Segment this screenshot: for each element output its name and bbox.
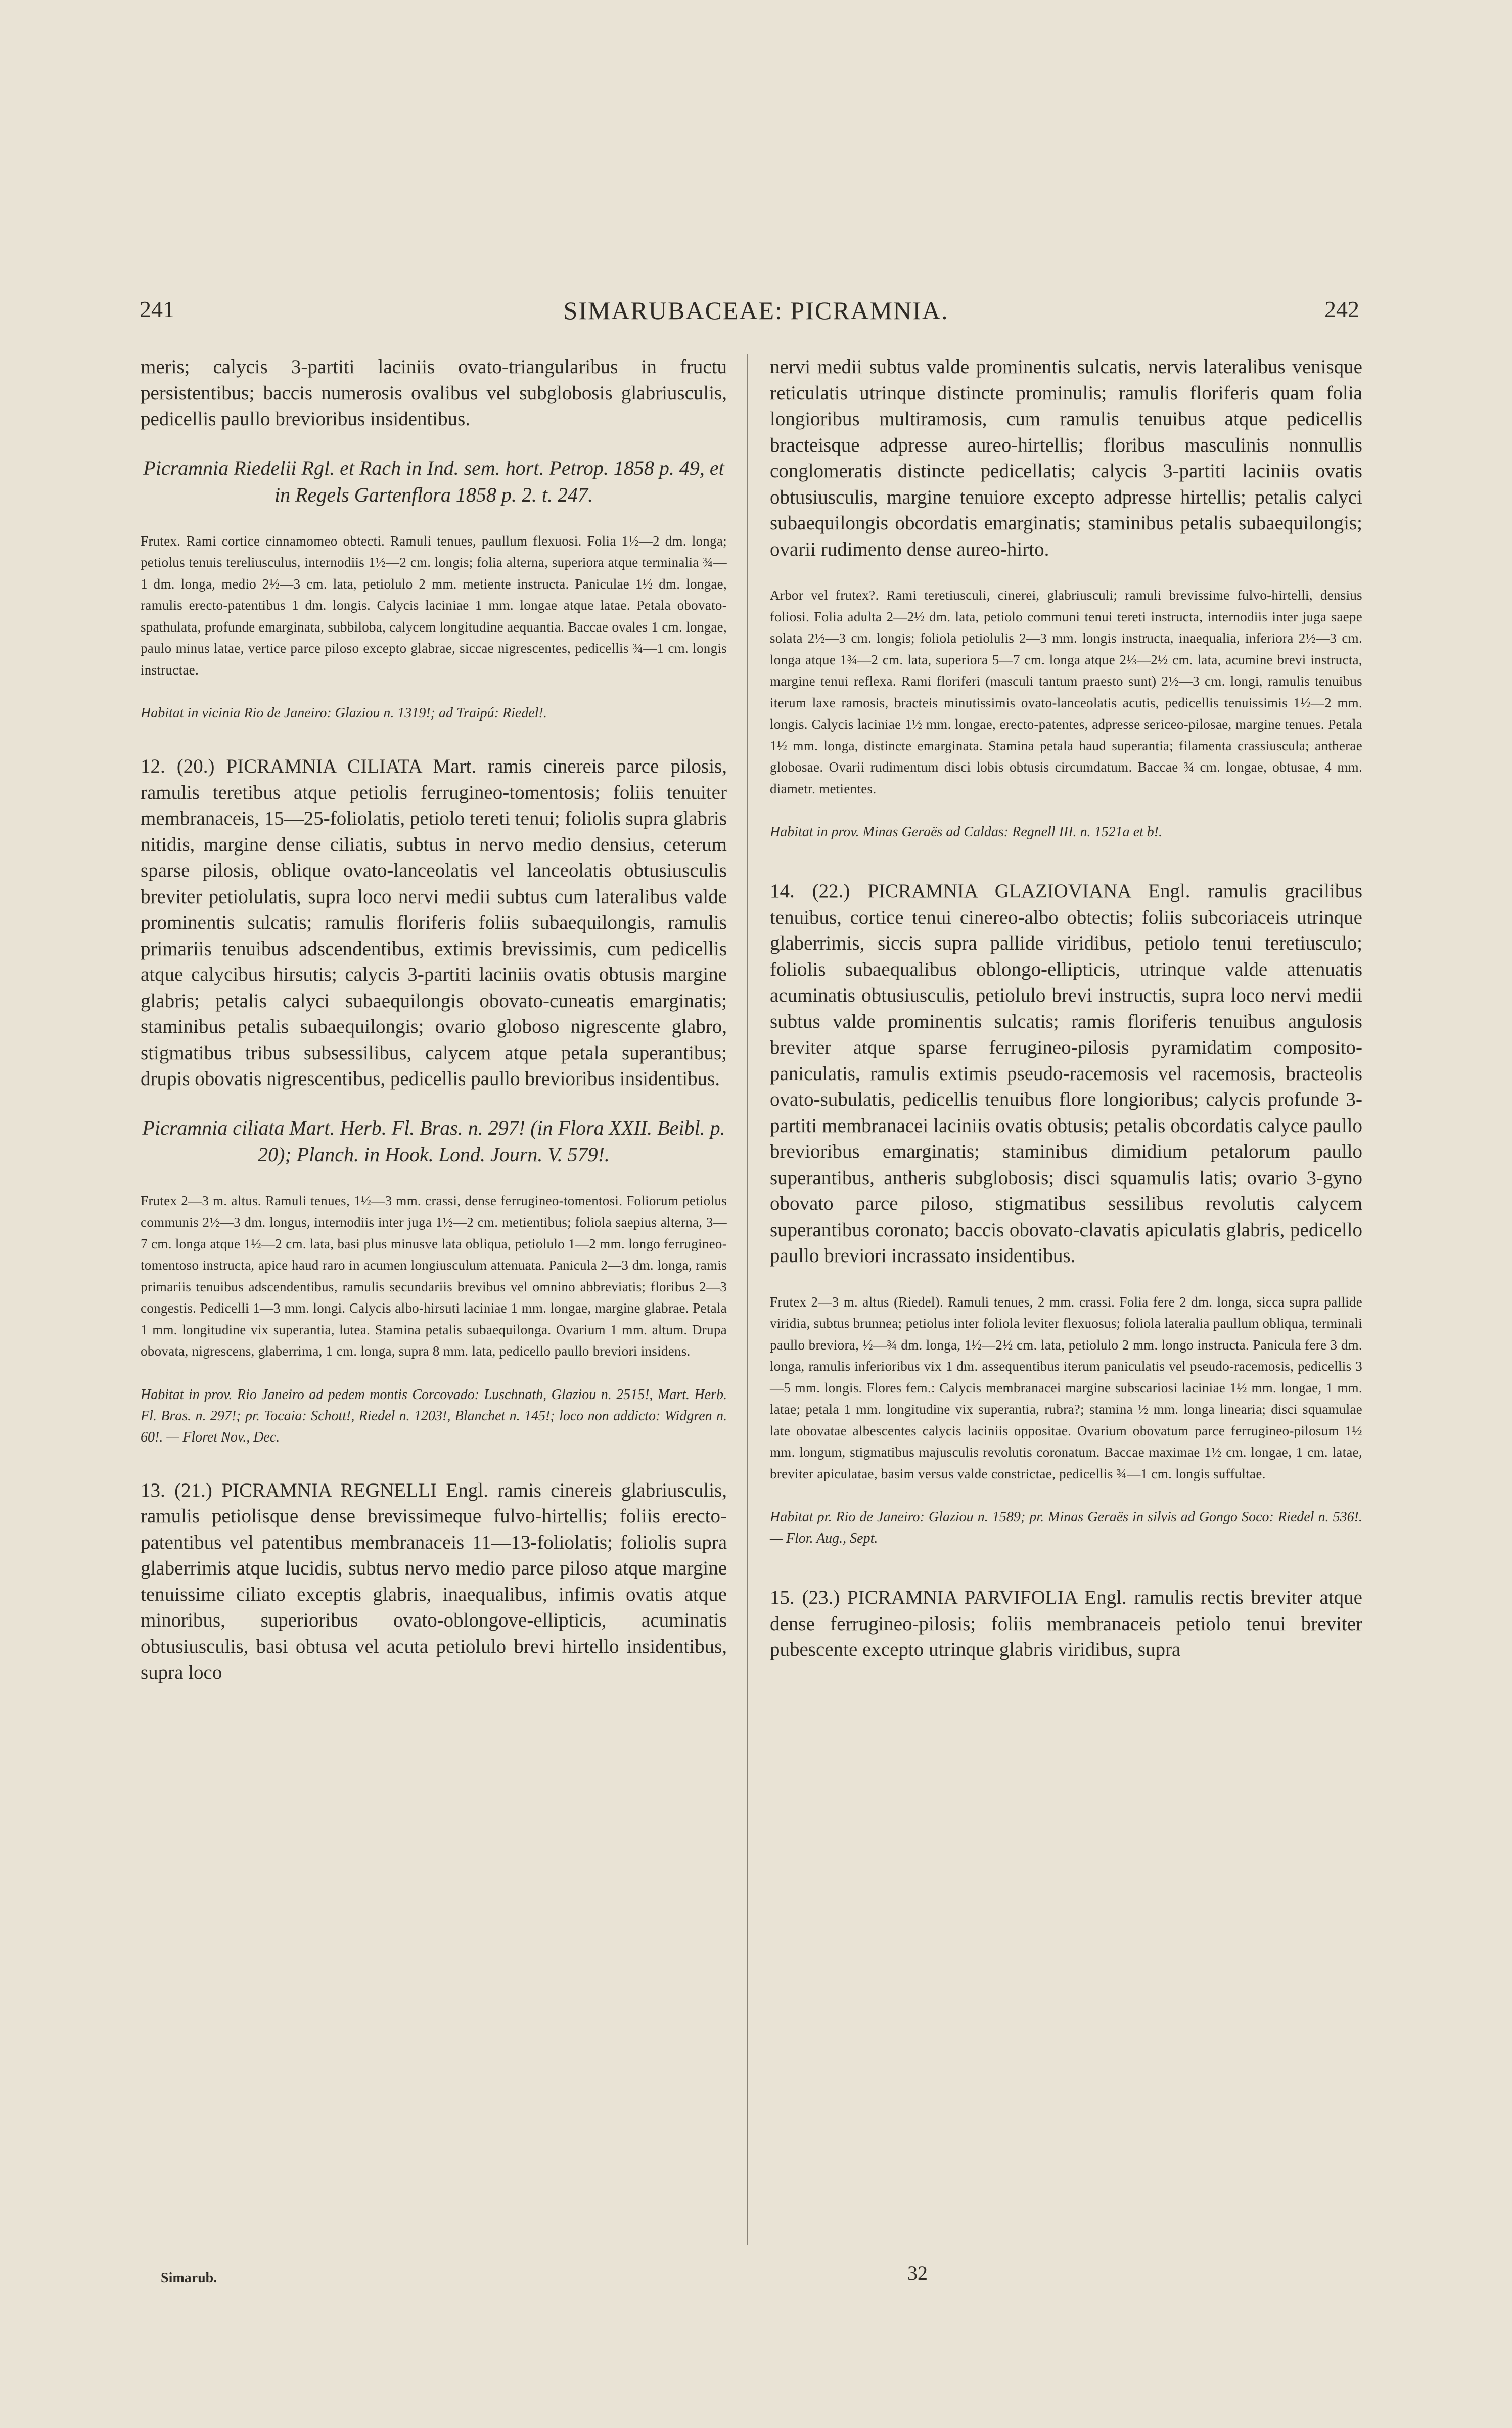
description-ciliata: Frutex 2—3 m. altus. Ramuli tenues, 1½—3 mm. crassi, dense ferrugineo-tomentosi. Foliorum petiolus communis 2½—3 dm. longus, internodiis inter juga 1½—2 cm. metientibus; foliola saepius alterna, 3—7 cm. longa atque 1½—2 cm. lata, basi plus minusve lata obliqua, petiolulo 1—2 mm. longo ferrugineo-tomentoso instructa, apice haud raro in acumen longiusculum attenuata. Panicula 2—3 dm. longa, ramis primariis tenuibus adscendentibus, ramulis secundariis brevibus vel omnino abbreviatis; floribus 2—3 congestis. Pedicelli 1—3 mm. longi. Calycis albo-hirsuti laciniae 1 mm. longae, margine glabrae. Petala 1 mm. longitudine vix superantia, lutea. Stamina petalis subaequilonga. Ovarium 1 mm. altum. Drupa obovata, nigrescens, glaberrima, 1 cm. longa, supra 8 mm. lata, pedicello paullo breviori insidens. — [141, 1193, 727, 1359]
running-head — [0, 296, 1512, 331]
species-13-diagnosis-continued: nervi medii subtus valde prominentis sulcatis, nervis lateralibus venisque reticulatis utrinque distincte prominulis; ramulis floriferis quam folia longioribus multiramosis, cum ramulis tenuibus atque pedicellis bracteisque adpresse aureo-hirtellis; floribus masculinis nonnullis conglomeratis distincte pedicellatis; calycis 3-partiti laciniis ovatis obtusiusculis, margine tenuiore excepto adpresse hirtellis; petalis calyci subaequilongis obcordatis emarginatis; staminibus petalis subaequilongis; ovarii rudimento dense aureo-hirto. — [770, 356, 1362, 560]
page-number-right: 242 — [1324, 296, 1359, 322]
habitat-regnelli: Habitat in prov. Minas Geraës ad Caldas: Regnell III. n. 1521a et b!. — [770, 824, 1163, 840]
species-13-diagnosis: 13. (21.) PICRAMNIA REGNELLI Engl. ramis cinereis glabriusculis, ramulis petiolisque dense brevissimeque fulvo-hirtellis; foliis erecto-patentibus vel patentibus membranaceis 11—13-foliolatis; foliolis supra glaberrimis atque lucidis, subtus nervo medio parce piloso atque margine tenuissime ciliato exceptis glabris, inaequalibus, infimis ovatis atque minoribus, superioribus ovato-oblongove-ellipticis, acuminatis obtusiusculis, basi obtusa vel acuta petiolulo brevi hirtello insidentibus, supra loco — [141, 1479, 727, 1683]
running-title: SIMARUBACEAE: PICRAMNIA. — [563, 296, 949, 325]
citation-riedelii: Picramnia Riedelii Rgl. et Rach in Ind. sem. hort. Petrop. 1858 p. 49, et in Regels Gartenflora 1858 p. 2. t. 247. — [143, 456, 724, 506]
paragraph-continuation: meris; calycis 3-partiti laciniis ovato-triangularibus in fructu persistentibus; baccis numerosis ovalibus vel subglobosis glabriusculis, pedicellis paullo brevioribus insidentibus. — [141, 356, 727, 430]
right-column — [770, 354, 1362, 1663]
habitat-ciliata: Habitat in prov. Rio Janeiro ad pedem montis Corcovado: Luschnath, Glaziou n. 2515!, Mart. Herb. Fl. Bras. n. 297!; pr. Tocaia: Schott!, Riedel n. 1203!, Blanchet n. 145!; loco non addicto: Widgren n. 60!. — Floret Nov., Dec. — [141, 1386, 727, 1445]
habitat-riedelii: Habitat in vicinia Rio de Janeiro: Glaziou n. 1319!; ad Traipú: Riedel!. — [141, 705, 547, 721]
column-divider — [747, 354, 748, 2245]
citation-ciliata: Picramnia ciliata Mart. Herb. Fl. Bras. n. 297! (in Flora XXII. Beibl. p. 20); Planch. in Hook. Lond. Journ. V. 579!. — [142, 1116, 725, 1166]
species-15-diagnosis: 15. (23.) PICRAMNIA PARVIFOLIA Engl. ramulis rectis breviter atque dense ferrugineo-pilosis; foliis membranaceis petiolo tenui breviter pubescente excepto utrinque glabris viridibus, supra — [770, 1587, 1362, 1660]
page-number-left: 241 — [140, 296, 174, 322]
species-14-diagnosis: 14. (22.) PICRAMNIA GLAZIOVIANA Engl. ramulis gracilibus tenuibus, cortice tenui cinereo-albo obtectis; foliis subcoriaceis utrinque glaberrimis, siccis supra pallide viridibus, petiolo tenui teretiusculo; foliolis subaequalibus oblongo-ellipticis, utrinque valde attenuatis acuminatis obtusiusculis, petiolulo brevi instructis, supra loco nervi medii subtus valde prominentis sulcatis; ramis floriferis tenuibus angulosis breviter atque sparse ferrugineo-pilosis pyramidatim composito-paniculatis, ramulis extimis pseudo-racemosis vel racemosis, bracteolis ovato-subulatis, pedicellis tenuibus flore longioribus; calycis profunde 3-partiti membranacei laciniis ovatis obtusis; petalis obcordatis calyce paullo brevioribus emarginatis; staminibus dimidium petalorum paullo superantibus, antheris subglobosis; disci squamulis latis; ovario 3-gyno obovato parce piloso, stigmatibus sessilibus revolutis calycem superantibus coronato; baccis obovato-clavatis apiculatis glabris, pedicello paullo breviori incrassato insidentibus. — [770, 880, 1362, 1267]
habitat-glazioviana: Habitat pr. Rio de Janeiro: Glaziou n. 1589; pr. Minas Geraës in silvis ad Gongo Soco: Riedel n. 536!. — Flor. Aug., Sept. — [770, 1509, 1362, 1546]
description-glazioviana: Frutex 2—3 m. altus (Riedel). Ramuli tenues, 2 mm. crassi. Folia fere 2 dm. longa, sicca supra pallide viridia, subtus brunnea; petiolus inter foliola leviter flexuosus; foliola lateralia paullum obliqua, terminali paullo breviora, ½—¾ dm. longa, 1½—2½ cm. lata, petiolulo 2 mm. longo instructa. Panicula fere 3 dm. longa, ramulis inferioribus vix 1 dm. assequentibus iterum paniculatis vel pseudo-racemosis, pedicellis 3—5 mm. longis. Flores fem.: Calycis membranacei margine subscariosi laciniae 1½ mm. longae, 1 mm. latae; petala 1 mm. longitudine vix superantia, rubra?; stamina ½ mm. longa linearia; disci squamulae late obovatae albescentes calycis laciniis oppositae. Ovarium obovatum parce ferrugineo-pilosum 1½ mm. longum, stigmatibus majusculis revolutis coronatum. Baccae maximae 1½ cm. longae, 1 cm. latae, breviter apiculatae, basim versus valde constrictae, pedicellis ¾—1 cm. longis suffultae. — [770, 1294, 1362, 1481]
description-regnelli: Arbor vel frutex?. Rami teretiusculi, cinerei, glabriusculi; ramuli brevissime fulvo-hirtelli, densius foliosi. Folia adulta 2—2½ dm. lata, petiolo communi tenui tereti instructa, internodiis inter juga saepe solata 2½—3 cm. longis; foliola petiolulis 2—3 mm. longis instructa, inaequalia, inferiora 2½—3 cm. longa atque 1¾—2 cm. lata, superiora 5—7 cm. longa atque 2⅓—2½ cm. lata, acumine brevi instructa, margine tenui reflexa. Rami floriferi (masculi tantum praesto sunt) 2½—3 cm. longi, ramulis tenuibus iterum laxe ramosis, bracteis minutissimis ovato-lanceolatis acutis, pedicellis tenuissimis 1½—2 mm. longis. Calycis laciniae 1½ mm. longae, erecto-patentes, adpresse sericeo-pilosae, margine tenues. Petala 1½ mm. longa, distincte emarginata. Stamina petala haud superantia; filamenta crassiuscula; antherae globosae. Ovarii rudimentum disci lobis obtusis circumdatum. Baccae ¾ cm. longae, obtusae, 4 mm. diametr. metientes. — [770, 588, 1362, 796]
footer-sheet-number: 32 — [907, 2262, 928, 2284]
description-riedelii: Frutex. Rami cortice cinnamomeo obtecti. Ramuli tenues, paullum flexuosi. Folia 1½—2 dm. longa; petiolus tenuis tereliusculus, internodiis 1½—2 cm. longis; folia alterna, superiora atque terminalia ¾—1 dm. longa, medio 2½—3 cm. lata, petiolulo 2 mm. metiente instructa. Paniculae 1½ dm. longae, ramulis erecto-patentibus 1 dm. longis. Calycis laciniae 1 mm. longae atque latae. Petala obovato-spathulata, profunde emarginata, subbiloba, calycem longitudine aequantia. Baccae ovales 1 cm. longae, paulo minus latae, vertice parce piloso excepto glabrae, siccae nigrescentes, pedicellis ¾—1 cm. longis instructae. — [141, 533, 727, 678]
left-column — [141, 354, 727, 1686]
footer-signature: Simarub. — [161, 2270, 217, 2286]
species-12-diagnosis: 12. (20.) PICRAMNIA CILIATA Mart. ramis cinereis parce pilosis, ramulis teretibus atque petiolis ferrugineo-tomentosis; foliis tenuiter membranaceis, 15—25-foliolatis, petiolo tereti tenui; foliolis supra glabris nitidis, margine dense ciliatis, subtus in nervo medio densius, ceterum sparse pilosis, oblique ovato-lanceolatis vel lanceolatis obtusiusculis breviter petiolulatis, supra loco nervi medii subtus cum lateralibus valde prominentis sulcatis; ramulis floriferis foliis subaequilongis, ramulis primariis tenuibus adscendentibus, extimis brevissimis, cum pedicellis atque calycibus hirsutis; calycis 3-partiti laciniis ovatis obtusis margine glabris; petalis calyci subaequilongis obovato-cuneatis emarginatis; staminibus petalis subaequilongis; ovario globoso nigrescente glabro, stigmatibus tribus subsessilibus, calycem atque petala superantibus; drupis obovatis nigrescentibus, pedicellis paullo brevioribus insidentibus. — [141, 755, 727, 1090]
